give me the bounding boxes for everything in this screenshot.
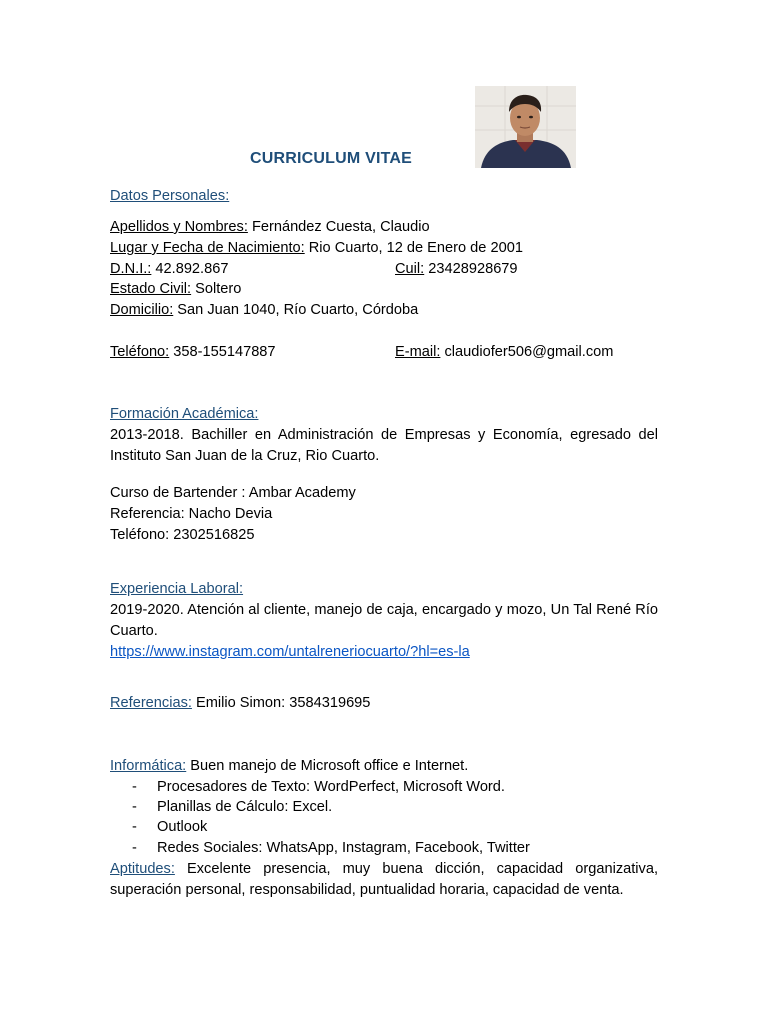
address-value: San Juan 1040, Río Cuarto, Córdoba xyxy=(173,302,419,318)
personal-heading: Datos Personales: xyxy=(110,188,230,204)
name-label: Apellidos y Nombres: xyxy=(110,219,248,235)
references-heading: Referencias: xyxy=(110,695,192,711)
experience-heading: Experiencia Laboral: xyxy=(110,581,244,597)
birth-value: Rio Cuarto, 12 de Enero de 2001 xyxy=(304,240,523,256)
phone-value: 358-155147887 xyxy=(169,344,276,360)
skills-heading: Aptitudes: xyxy=(110,861,175,877)
computing-value: Buen manejo de Microsoft office e Internet. xyxy=(186,758,469,774)
list-item-text: Outlook xyxy=(157,819,208,835)
phone-row xyxy=(110,342,276,362)
address-row xyxy=(110,300,418,320)
phone-label: Teléfono: xyxy=(110,344,170,360)
birth-label: Lugar y Fecha de Nacimiento: xyxy=(110,240,305,256)
dni-row xyxy=(110,259,228,279)
address-label: Domicilio: xyxy=(110,302,174,318)
dni-label: D.N.I.: xyxy=(110,261,152,277)
email-label: E-mail: xyxy=(395,344,441,360)
experience-text: 2019-2020. Atención al cliente, manejo de caja, encargado y mozo, Un Tal René Río Cuarto. xyxy=(110,602,658,639)
education-reference: Referencia: Nacho Devia xyxy=(110,506,273,522)
references-row xyxy=(110,693,370,713)
bullet-dash: - xyxy=(132,779,137,795)
name-value: Fernández Cuesta, Claudio xyxy=(247,219,430,235)
education-phone: Teléfono: 2302516825 xyxy=(110,527,255,543)
list-item-text: Planillas de Cálculo: Excel. xyxy=(157,799,333,815)
cuil-label: Cuil: xyxy=(395,261,425,277)
birth-row xyxy=(110,238,523,258)
bullet-dash: - xyxy=(132,840,137,856)
civil-label: Estado Civil: xyxy=(110,281,192,297)
skills-value: Excelente presencia, muy buena dicción, capacidad organizativa, superación personal, responsabilidad, puntualidad horaria, capacidad de venta. xyxy=(110,861,658,898)
email-value: claudiofer506@gmail.com xyxy=(440,344,614,360)
cuil-value: 23428928679 xyxy=(424,261,518,277)
references-value: Emilio Simon: 3584319695 xyxy=(191,695,371,711)
person-portrait-icon xyxy=(475,86,576,168)
page-title: CURRICULUM VITAE xyxy=(250,150,413,167)
list-item-text: Redes Sociales: WhatsApp, Instagram, Facebook, Twitter xyxy=(157,840,530,856)
bullet-dash: - xyxy=(132,799,137,815)
education-heading: Formación Académica: xyxy=(110,406,259,422)
bullet-dash: - xyxy=(132,819,137,835)
cuil-row xyxy=(395,259,518,279)
computing-row xyxy=(110,756,468,776)
civil-row xyxy=(110,279,241,299)
education-course: Curso de Bartender : Ambar Academy xyxy=(110,485,356,501)
skills-paragraph xyxy=(110,859,658,901)
computing-heading: Informática: xyxy=(110,758,187,774)
email-row xyxy=(395,342,613,362)
list-item-text: Procesadores de Texto: WordPerfect, Microsoft Word. xyxy=(157,779,505,795)
civil-value: Soltero xyxy=(191,281,242,297)
profile-photo xyxy=(475,86,576,168)
dni-value: 42.892.867 xyxy=(151,261,229,277)
name-row xyxy=(110,217,430,237)
instagram-link[interactable]: https://www.instagram.com/untalreneriocuarto/?hl=es-la xyxy=(110,644,470,660)
education-text: 2013-2018. Bachiller en Administración de Empresas y Economía, egresado del Instituto San Juan de la Cruz, Rio Cuarto. xyxy=(110,427,658,464)
